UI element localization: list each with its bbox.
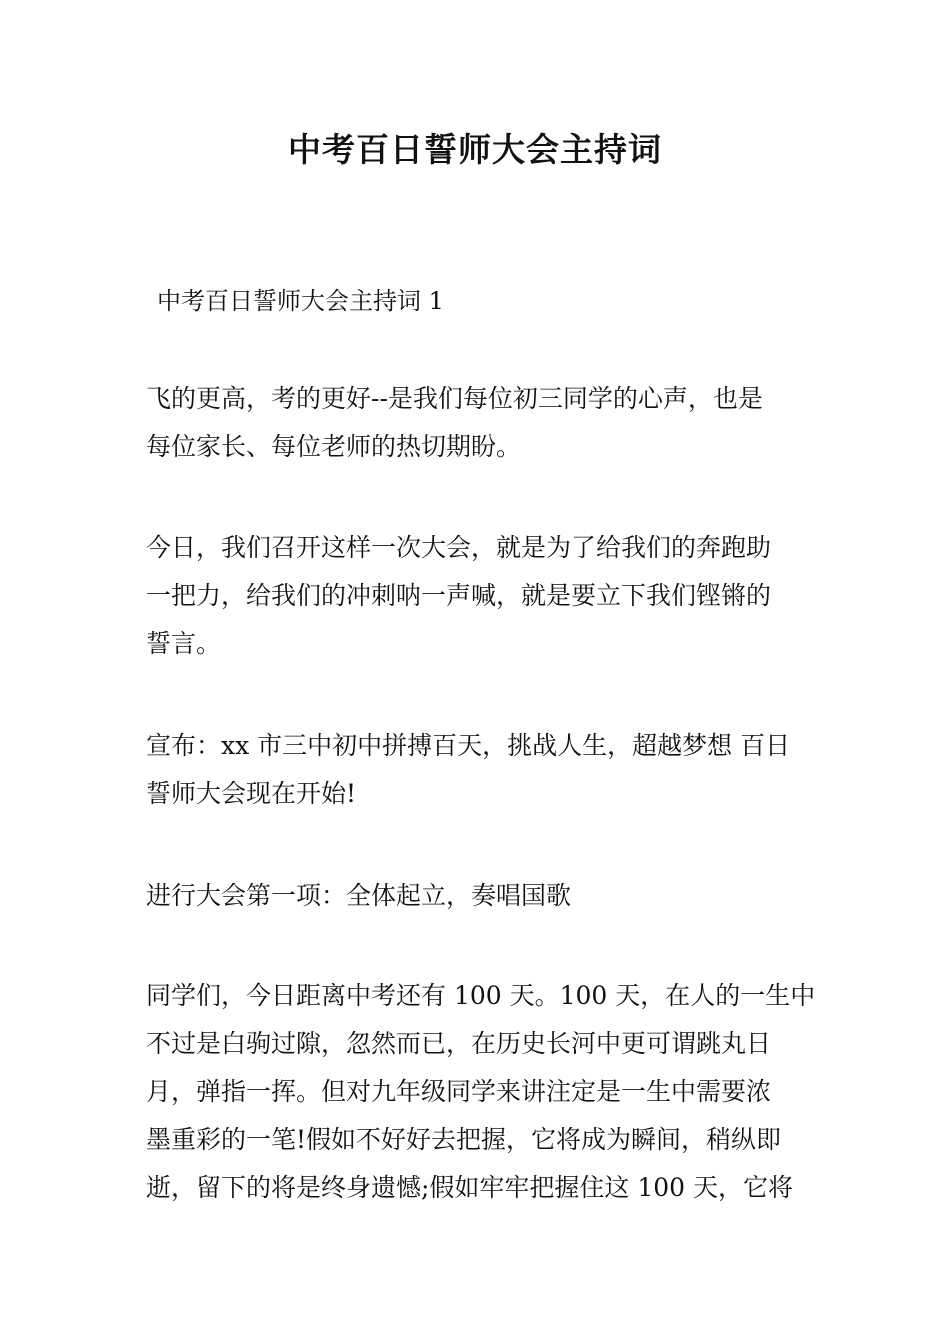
- paragraph-line: 一把力，给我们的冲刺呐一声喊，就是要立下我们铿锵的: [146, 581, 772, 610]
- paragraph-line: 誓师大会现在开始!: [146, 779, 357, 808]
- paragraph-4: [146, 872, 808, 920]
- paragraph-line: 同学们，今日距离中考还有 100 天。100 天，在人的一生中: [146, 981, 816, 1010]
- paragraph-3: [146, 722, 808, 818]
- paragraph-1: [146, 375, 808, 471]
- document-title: 中考百日誓师大会主持词: [288, 130, 662, 169]
- paragraph-2: [146, 524, 808, 668]
- paragraph-line: 今日，我们召开这样一次大会，就是为了给我们的奔跑助: [146, 533, 772, 562]
- paragraph-line: 进行大会第一项：全体起立，奏唱国歌: [146, 881, 572, 910]
- section-heading: 中考百日誓师大会主持词 1: [157, 287, 444, 315]
- paragraph-line: 逝，留下的将是终身遗憾;假如牢牢把握住这 100 天，它将: [146, 1173, 794, 1202]
- paragraph-line: 宣布：xx 市三中初中拼搏百天，挑战人生，超越梦想 百日: [146, 731, 791, 760]
- paragraph-line: 月，弹指一挥。但对九年级同学来讲注定是一生中需要浓: [146, 1077, 772, 1106]
- paragraph-line: 飞的更高，考的更好--是我们每位初三同学的心声，也是: [146, 384, 763, 413]
- paragraph-line: 每位家长、每位老师的热切期盼。: [146, 432, 522, 461]
- paragraph-line: 誓言。: [146, 629, 222, 658]
- paragraph-line: 不过是白驹过隙，忽然而已，在历史长河中更可谓跳丸日: [146, 1029, 772, 1058]
- paragraph-5: [146, 972, 816, 1212]
- paragraph-line: 墨重彩的一笔!假如不好好去把握，它将成为瞬间，稍纵即: [146, 1125, 782, 1154]
